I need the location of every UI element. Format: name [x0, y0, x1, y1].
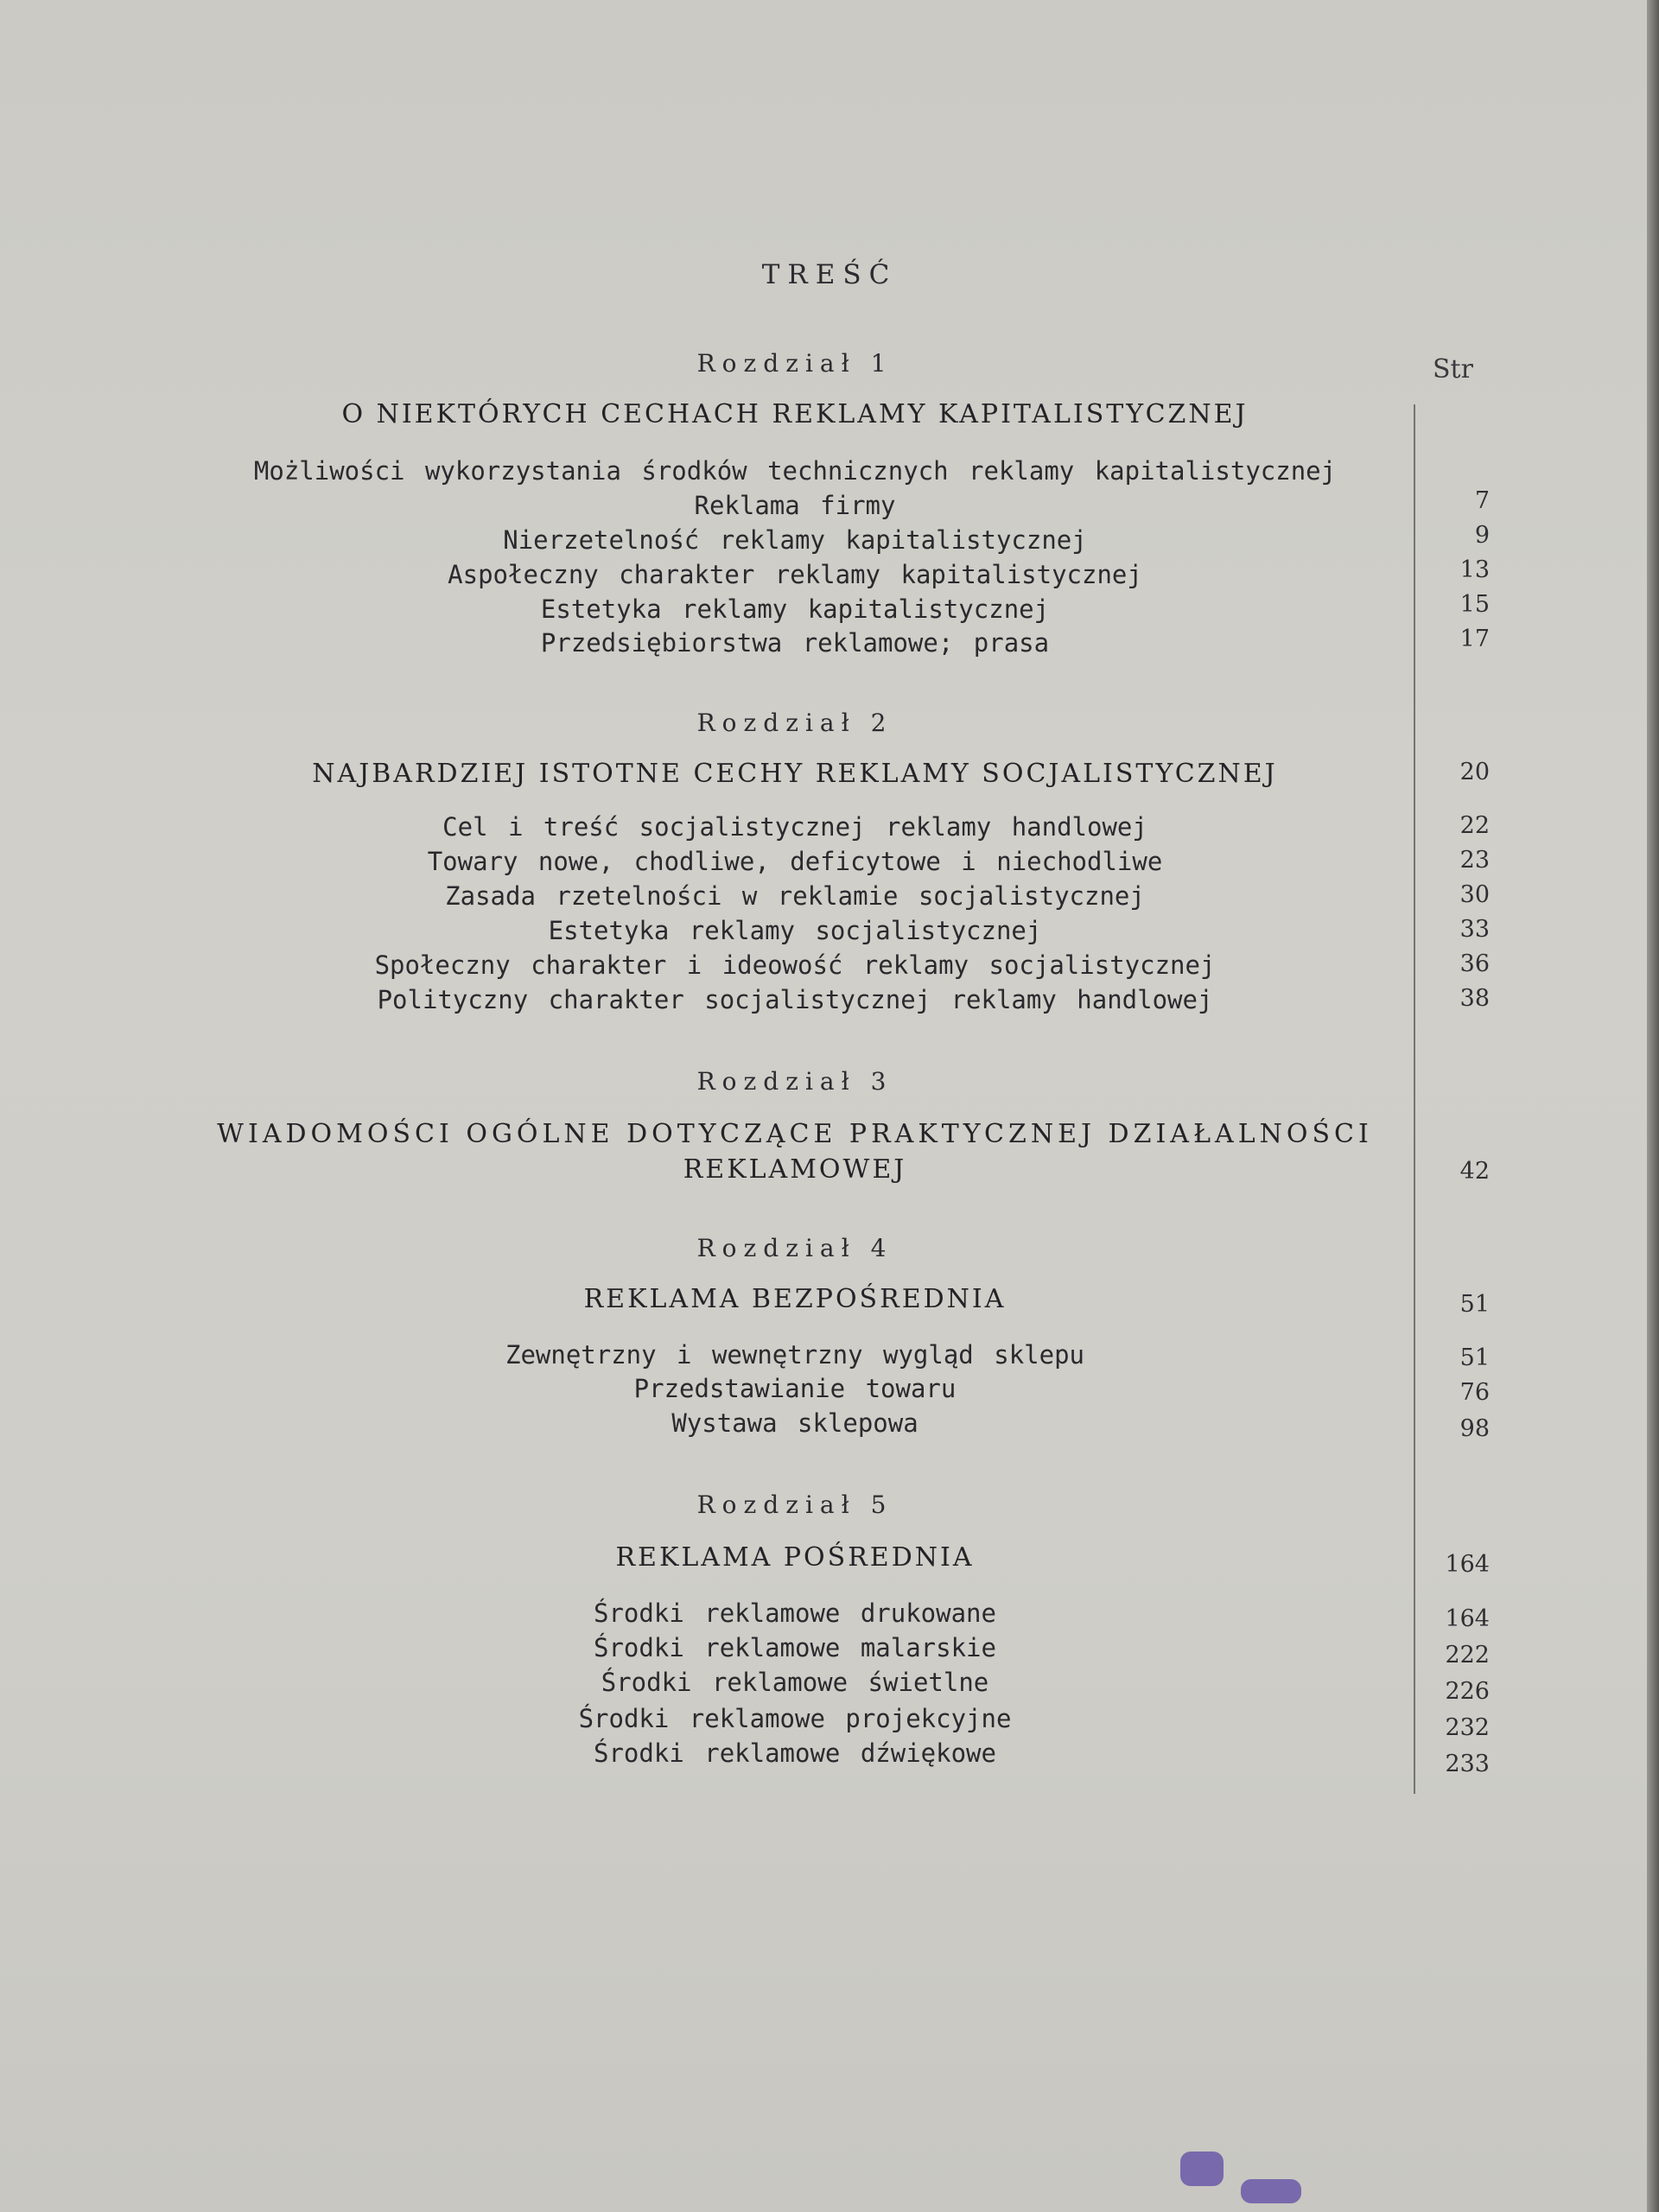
chapter-title: WIADOMOŚCI OGÓLNE DOTYCZĄCE PRAKTYCZNEJ DZIAŁALNOŚCI — [217, 1119, 1373, 1149]
toc-page-number: 164 — [1445, 1605, 1490, 1632]
toc-page-number: 164 — [1445, 1551, 1490, 1578]
page-edge-shadow — [1647, 0, 1659, 2212]
toc-entry: Zasada rzetelności w reklamie socjalistycznej — [445, 881, 1145, 911]
toc-page-number: 9 — [1474, 522, 1490, 549]
toc-page-number: 51 — [1459, 1344, 1490, 1371]
chapter-title: O NIEKTÓRYCH CECHACH REKLAMY KAPITALISTYCZNEJ — [341, 399, 1249, 429]
toc-page-number: 222 — [1445, 1642, 1490, 1669]
toc-entry: Aspołeczny charakter reklamy kapitalistycznej — [448, 560, 1142, 589]
toc-page-number: 232 — [1445, 1714, 1490, 1741]
chapter-title: REKLAMA POŚREDNIA — [615, 1542, 975, 1573]
toc-entry: Estetyka reklamy socjalistycznej — [548, 916, 1042, 945]
toc-page-number: 30 — [1459, 881, 1490, 908]
chapter-label: Rozdział 1 — [696, 349, 893, 378]
toc-entry: Środki reklamowe projekcyjne — [578, 1704, 1012, 1733]
chapter-label: Rozdział 5 — [696, 1491, 893, 1519]
toc-entry: Środki reklamowe malarskie — [594, 1633, 996, 1662]
toc-entry: Nierzetelność reklamy kapitalistycznej — [503, 525, 1087, 555]
toc-entry: Reklama firmy — [694, 491, 896, 520]
toc-page-number: 42 — [1459, 1158, 1490, 1185]
toc-page-number: 20 — [1459, 759, 1490, 785]
toc-page-number: 233 — [1445, 1751, 1490, 1777]
chapter-label: Rozdział 2 — [696, 709, 893, 737]
toc-entry: Zewnętrzny i wewnętrzny wygląd sklepu — [505, 1340, 1084, 1370]
toc-page-number: 51 — [1459, 1291, 1490, 1318]
chapter-label: Rozdział 3 — [696, 1067, 893, 1096]
toc-entry: Towary nowe, chodliwe, deficytowe i niechodliwe — [427, 847, 1163, 876]
toc-entry: Przedsiębiorstwa reklamowe; prasa — [540, 628, 1050, 658]
page-title: TREŚĆ — [761, 259, 898, 290]
ink-stamp-mark — [1241, 2179, 1301, 2203]
toc-page-number: 23 — [1459, 847, 1490, 874]
page-column-label: Str — [1433, 354, 1473, 385]
toc-page-number: 15 — [1459, 591, 1490, 618]
toc-entry: Wystawa sklepowa — [671, 1408, 918, 1438]
chapter-title: NAJBARDZIEJ ISTOTNE CECHY REKLAMY SOCJALISTYCZNEJ — [312, 759, 1278, 789]
toc-entry: Środki reklamowe świetlne — [601, 1668, 989, 1697]
ink-stamp-mark — [1180, 2152, 1224, 2186]
toc-page-number: 98 — [1459, 1415, 1490, 1442]
toc-entry: Estetyka reklamy kapitalistycznej — [540, 594, 1050, 624]
toc-page-number: 226 — [1445, 1678, 1490, 1705]
toc-page-number: 13 — [1459, 556, 1490, 583]
chapter-label: Rozdział 4 — [696, 1234, 893, 1262]
toc-page-number: 76 — [1459, 1379, 1490, 1406]
toc-page-number: 22 — [1459, 812, 1490, 839]
toc-entry: Możliwości wykorzystania środków technicznych reklamy kapitalistycznej — [253, 456, 1337, 486]
toc-entry: Społeczny charakter i ideowość reklamy socjalistycznej — [374, 950, 1216, 980]
toc-page-number: 36 — [1459, 950, 1490, 977]
toc-page-number: 38 — [1459, 985, 1490, 1012]
toc-entry: Przedstawianie towaru — [633, 1374, 957, 1403]
toc-entry: Środki reklamowe drukowane — [594, 1599, 996, 1628]
toc-entry: Cel i treść socjalistycznej reklamy handlowej — [442, 812, 1147, 842]
chapter-title: REKLAMA BEZPOŚREDNIA — [583, 1284, 1007, 1314]
toc-entry: Polityczny charakter socjalistycznej reklamy handlowej — [377, 985, 1213, 1014]
toc-page-number: 17 — [1459, 626, 1490, 652]
chapter-title-line2: REKLAMOWEJ — [683, 1154, 907, 1185]
toc-entry: Środki reklamowe dźwiękowe — [594, 1738, 996, 1768]
toc-page-number: 7 — [1474, 487, 1490, 514]
toc-page-number: 33 — [1459, 916, 1490, 943]
